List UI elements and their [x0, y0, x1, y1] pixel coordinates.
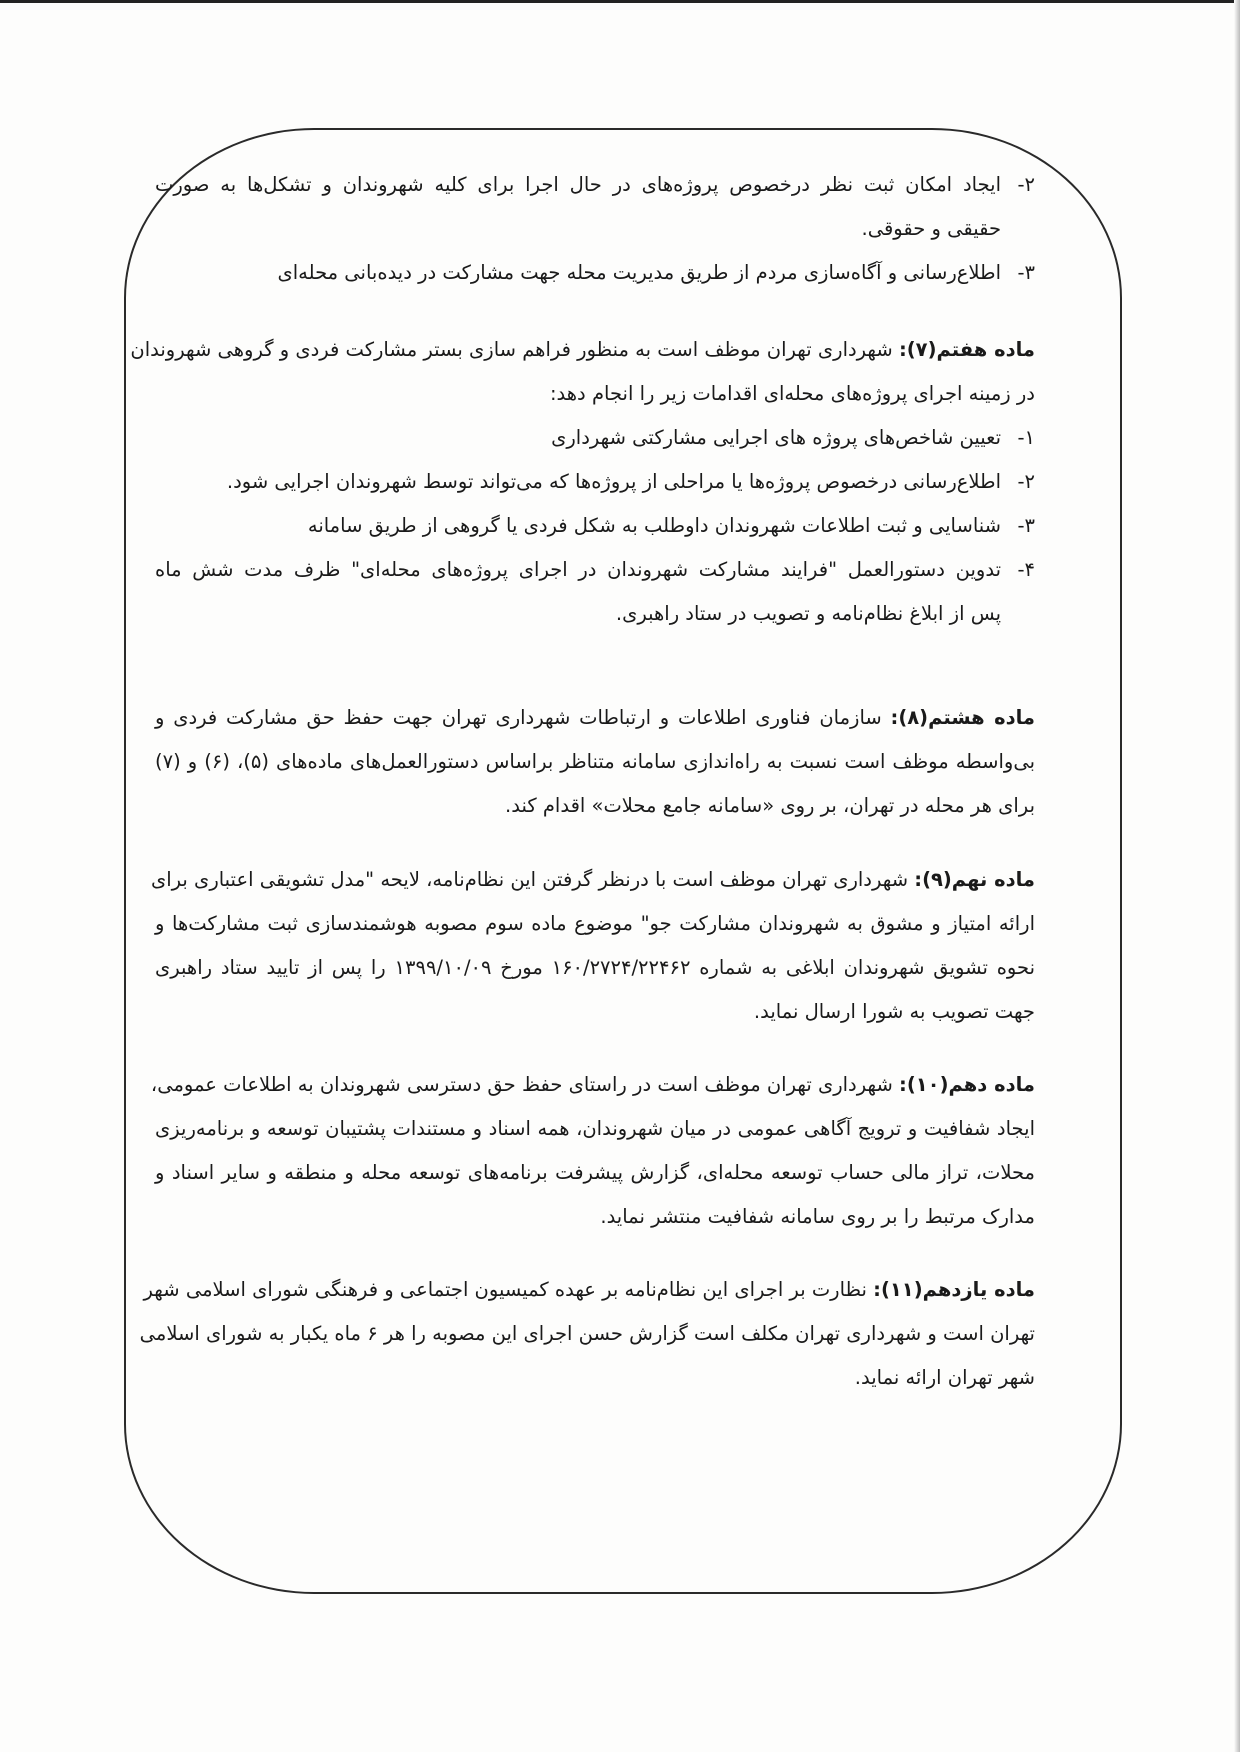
article-line: ارائه امتیاز و مشوق به شهروندان مشارکت جو" موضوع ماده سوم مصوبه هوشمندسازی ثبت مشارکت‌ها و [155, 912, 1035, 935]
list-item [155, 163, 1035, 207]
article-text: شهرداری تهران موظف است در راستای حفظ حق دسترسی شهروندان به اطلاعات عمومی، [150, 1073, 900, 1096]
list-item [155, 504, 1035, 548]
article-line: محلات، تراز مالی حساب توسعه محله‌ای، گزارش پیشرفت برنامه‌های توسعه محله و منطقه و سایر اسناد و [155, 1161, 1035, 1184]
item-number: ۲- [1017, 173, 1035, 196]
item-number: ۳- [1017, 514, 1035, 537]
scan-top-edge [0, 0, 1240, 3]
article-10 [150, 1063, 1035, 1239]
article-line: جهت تصویب به شورا ارسال نماید. [753, 1000, 1035, 1023]
list-item [155, 251, 1035, 295]
article-text: شهرداری تهران موظف است با درنظر گرفتن این نظام‌نامه، لایحه "مدل تشویقی اعتباری برای [150, 868, 915, 891]
article-line: شهر تهران ارائه نماید. [854, 1366, 1035, 1389]
article-label: ماده دهم(۱۰): [899, 1073, 1035, 1096]
item-text: پس از ابلاغ نظام‌نامه و تصویب در ستاد راهبری. [615, 602, 1001, 625]
item-text: شناسایی و ثبت اطلاعات شهروندان داوطلب به شکل فردی یا گروهی از طریق سامانه [307, 514, 1001, 537]
item-text: ایجاد امکان ثبت نظر درخصوص پروژه‌های در حال اجرا برای کلیه شهروندان و تشکل‌ها به صورت [155, 173, 1001, 196]
article-9 [150, 858, 1035, 1034]
article-line: تهران است و شهرداری تهران مکلف است گزارش حسن اجرای این مصوبه را هر ۶ ماه یکبار به شورای اسلامی [139, 1322, 1035, 1345]
item-number: ۲- [1017, 470, 1035, 493]
article-text: نظارت بر اجرای این نظام‌نامه بر عهده کمیسیون اجتماعی و فرهنگی شورای اسلامی شهر [143, 1278, 874, 1301]
article-line: بی‌واسطه موظف است نسبت به راه‌اندازی سامانه متناظر براساس دستورالعمل‌های ماده‌های (۵)، (۶) و (۷) [155, 750, 1036, 773]
article-7 [130, 328, 1035, 636]
article-11 [139, 1268, 1035, 1400]
list-item [155, 460, 1035, 504]
previous-list [155, 163, 1035, 295]
article-line [150, 1063, 1035, 1107]
article-8 [155, 696, 1035, 828]
item-text: تعیین شاخص‌های پروژه های اجرایی مشارکتی شهرداری [551, 426, 1001, 449]
article-line [150, 858, 1035, 902]
item-number: ۴- [1017, 558, 1035, 581]
article-label: ماده نهم(۹): [914, 868, 1035, 891]
article-line: نحوه تشویق شهروندان ابلاغی به شماره ۱۶۰/۲۷۲۴/۲۲۴۶۲ مورخ ۱۳۹۹/۱۰/۰۹ را پس از تایید ستاد راهبری [155, 956, 1035, 979]
article-line [130, 328, 1035, 372]
item-text: اطلاع‌رسانی درخصوص پروژه‌ها یا مراحلی از پروژه‌ها که می‌تواند توسط شهروندان اجرایی شود. [226, 470, 1001, 493]
item-text: حقیقی و حقوقی. [861, 217, 1001, 240]
item-number: ۱- [1017, 426, 1035, 449]
article-text: شهرداری تهران موظف است به منظور فراهم سازی بستر مشارکت فردی و گروهی شهروندان [130, 338, 899, 361]
scan-right-edge [1234, 0, 1240, 1752]
article-line: برای هر محله در تهران، بر روی «سامانه جامع محلات» اقدام کند. [505, 794, 1035, 817]
list-item [155, 416, 1035, 460]
article-line: ایجاد شفافیت و ترویج آگاهی عمومی در میان شهروندان، همه اسناد و مستندات پشتیبان توسعه و برنامه‌ریزی [155, 1117, 1035, 1140]
item-text: تدوین دستورالعمل "فرایند مشارکت شهروندان در اجرای پروژه‌های محله‌ای" ظرف مدت شش ماه [155, 558, 1001, 581]
article-line: مدارک مرتبط را بر روی سامانه شفافیت منتشر نماید. [600, 1205, 1035, 1228]
article-line [143, 1268, 1035, 1312]
article-line: در زمینه اجرای پروژه‌های محله‌ای اقدامات زیر را انجام دهد: [549, 382, 1035, 405]
article-label: ماده یازدهم(۱۱): [873, 1278, 1035, 1301]
item-number: ۳- [1017, 261, 1035, 284]
article-line [155, 696, 1035, 740]
list-item [155, 548, 1035, 592]
item-text: اطلاع‌رسانی و آگاه‌سازی مردم از طریق مدیریت محله جهت مشارکت در دیده‌بانی محله‌ای [277, 261, 1001, 284]
article-label: ماده هفتم(۷): [898, 338, 1035, 361]
article-label: ماده هشتم(۸): [890, 706, 1035, 729]
article-text: سازمان فناوری اطلاعات و ارتباطات شهرداری تهران جهت حفظ حق مشارکت فردی و [155, 706, 891, 729]
